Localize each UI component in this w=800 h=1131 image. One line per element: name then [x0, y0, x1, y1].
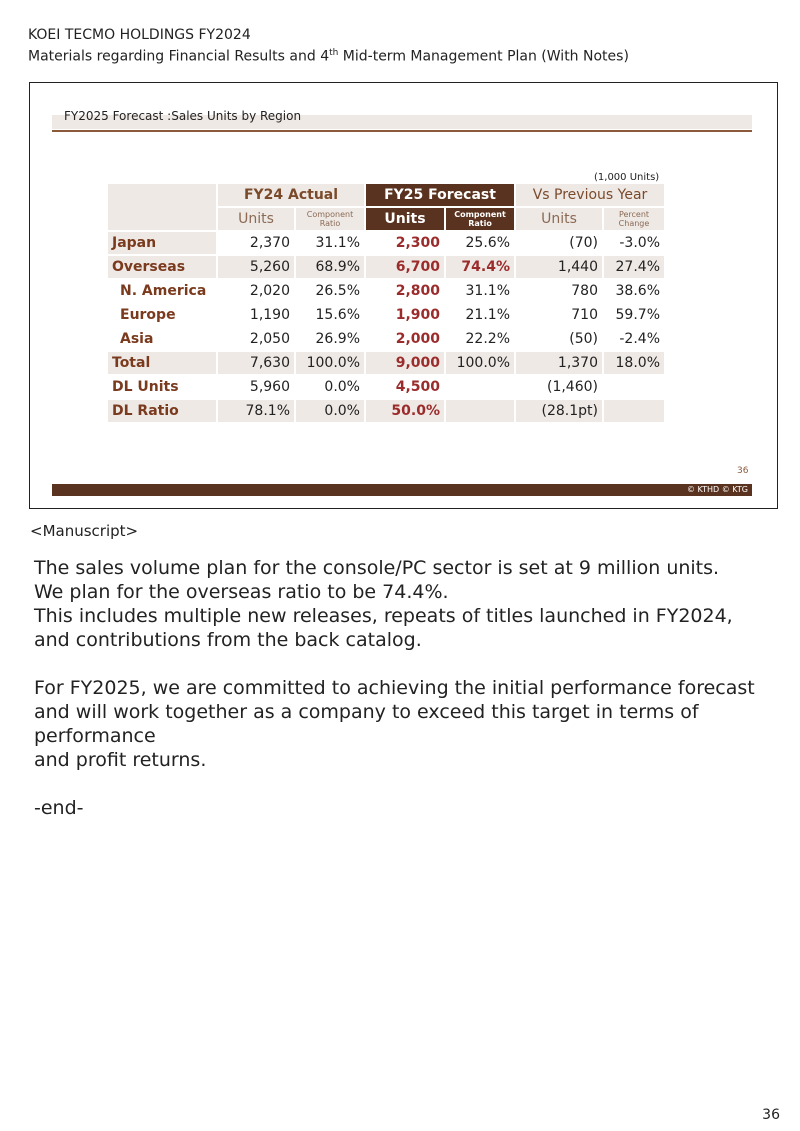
units-note: (1,000 Units): [594, 172, 660, 183]
slide-title: [58, 109, 301, 123]
row-label: Overseas: [108, 256, 216, 278]
fy25-ratio: 74.4%: [446, 256, 514, 278]
row-label: DL Ratio: [108, 400, 216, 422]
header-company-line: KOEI TECMO HOLDINGS FY2024: [28, 27, 251, 43]
header-fy24-actual: FY24 Actual: [218, 184, 364, 206]
vs-pct: 59.7%: [615, 307, 660, 323]
fy24-units: 2,370: [249, 235, 290, 251]
subheader-percent-change: [604, 208, 664, 230]
fy24-units: 5,960: [249, 379, 290, 395]
header-fy25-forecast: FY25 Forecast: [366, 184, 514, 206]
paragraph-gap: [34, 772, 774, 796]
fy24-ratio: 15.6%: [315, 307, 360, 323]
fy24-units: 5,260: [218, 256, 294, 278]
fy24-units: 2,020: [249, 283, 290, 299]
vs-units: 1,370: [516, 352, 602, 374]
manuscript-line: and will work together as a company to exceed this target in terms of: [34, 701, 699, 723]
manuscript-line: The sales volume plan for the console/PC sector is set at 9 million units.: [34, 557, 720, 579]
slide-frame: [29, 82, 778, 509]
fy24-units: 1,190: [249, 307, 290, 323]
subheader-fy25-units: Units: [366, 208, 444, 230]
fy24-units: 78.1%: [218, 400, 294, 422]
subheader-vs-units: Units: [516, 208, 602, 230]
vs-pct: 27.4%: [604, 256, 664, 278]
vs-units: 1,440: [516, 256, 602, 278]
vs-pct: 18.0%: [604, 352, 664, 374]
fy25-ratio: 25.6%: [465, 235, 510, 251]
table-corner-cell: [108, 184, 216, 230]
fy25-units: 9,000: [366, 352, 444, 374]
paragraph-gap: [34, 652, 774, 676]
table-row: [108, 232, 664, 254]
slide-page-number: 36: [737, 466, 749, 476]
slide-title-text: FY2025 Forecast :Sales Units by Region: [64, 109, 302, 123]
manuscript-end: -end-: [34, 797, 84, 819]
fy24-ratio: 26.5%: [315, 283, 360, 299]
vs-units: 780: [571, 283, 598, 299]
table-row: [108, 304, 664, 326]
subheader-text: Ratio: [319, 219, 341, 228]
manuscript-body: [34, 556, 774, 820]
manuscript-line: We plan for the overseas ratio to be 74.4%.: [34, 581, 449, 603]
header-subtitle-line: [28, 44, 629, 66]
vs-pct: [604, 376, 664, 398]
manuscript-line: This includes multiple new releases, repeats of titles launched in FY2024,: [34, 605, 733, 627]
manuscript-line: and profit returns.: [34, 749, 207, 771]
vs-units: (70): [569, 235, 598, 251]
subheader-text: Percent: [618, 210, 650, 219]
manuscript-line: and contributions from the back catalog.: [34, 629, 422, 651]
fy24-ratio: 31.1%: [315, 235, 360, 251]
row-label: N. America: [120, 283, 207, 299]
fy25-units: 2,800: [395, 283, 440, 299]
row-label: Asia: [120, 331, 154, 347]
subheader-fy25-component-ratio: [446, 208, 514, 230]
manuscript-line: performance: [34, 725, 156, 747]
fy24-ratio: 68.9%: [296, 256, 364, 278]
table-row: [108, 352, 664, 374]
subheader-text: Component: [306, 210, 354, 219]
vs-units: (50): [569, 331, 598, 347]
subheader-text: Component: [454, 210, 506, 219]
fy24-units: 7,630: [218, 352, 294, 374]
subheader-fy24-component-ratio: [296, 208, 364, 230]
fy24-ratio: 0.0%: [324, 379, 360, 395]
manuscript-label: <Manuscript>: [30, 522, 139, 540]
header-vs-previous-year: Vs Previous Year: [516, 184, 664, 206]
fy25-ratio: [446, 376, 514, 398]
row-label: Japan: [108, 232, 216, 254]
fy25-ratio: 22.2%: [465, 331, 510, 347]
subheader-fy24-units: Units: [218, 208, 294, 230]
fy25-ratio: 31.1%: [465, 283, 510, 299]
sales-units-table: [106, 182, 666, 424]
subheader-text: Change: [618, 219, 650, 228]
vs-pct: [604, 400, 664, 422]
slide-footer-bar: [52, 484, 752, 496]
header-subtitle-text: Materials regarding Financial Results and 4: [28, 48, 330, 65]
vs-units: (1,460): [546, 379, 598, 395]
vs-units: (28.1pt): [516, 400, 602, 422]
table-row: [108, 328, 664, 350]
manuscript-line: For FY2025, we are committed to achieving the initial performance forecast: [34, 677, 755, 699]
table-row: [108, 400, 664, 422]
fy24-ratio: 100.0%: [296, 352, 364, 374]
vs-units: 710: [571, 307, 598, 323]
fy24-ratio: 0.0%: [296, 400, 364, 422]
table-row: [108, 256, 664, 278]
vs-pct: -2.4%: [619, 331, 660, 347]
vs-pct: -3.0%: [619, 235, 660, 251]
subheader-text: Ratio: [468, 219, 492, 228]
fy25-units: 2,300: [395, 235, 440, 251]
page-number: 36: [762, 1107, 780, 1123]
fy25-units: 2,000: [395, 331, 440, 347]
table-row: [108, 376, 664, 398]
document-header: [28, 26, 629, 66]
fy25-ratio: 21.1%: [465, 307, 510, 323]
header-subtitle-sup: th: [329, 48, 339, 58]
fy24-units: 2,050: [249, 331, 290, 347]
row-label: DL Units: [112, 379, 179, 395]
slide-title-rule: [52, 130, 752, 132]
fy24-ratio: 26.9%: [315, 331, 360, 347]
row-label: Total: [108, 352, 216, 374]
fy25-ratio: [446, 400, 514, 422]
fy25-units: 6,700: [366, 256, 444, 278]
fy25-units: 50.0%: [366, 400, 444, 422]
row-label: Europe: [120, 307, 176, 323]
fy25-ratio: 100.0%: [446, 352, 514, 374]
fy25-units: 4,500: [395, 379, 440, 395]
table-row: [108, 280, 664, 302]
fy25-units: 1,900: [395, 307, 440, 323]
header-subtitle-text-end: Mid-term Management Plan (With Notes): [338, 48, 629, 65]
table-header-row: [108, 184, 664, 206]
vs-pct: 38.6%: [615, 283, 660, 299]
copyright-text: © KTHD © KTG: [686, 485, 748, 494]
